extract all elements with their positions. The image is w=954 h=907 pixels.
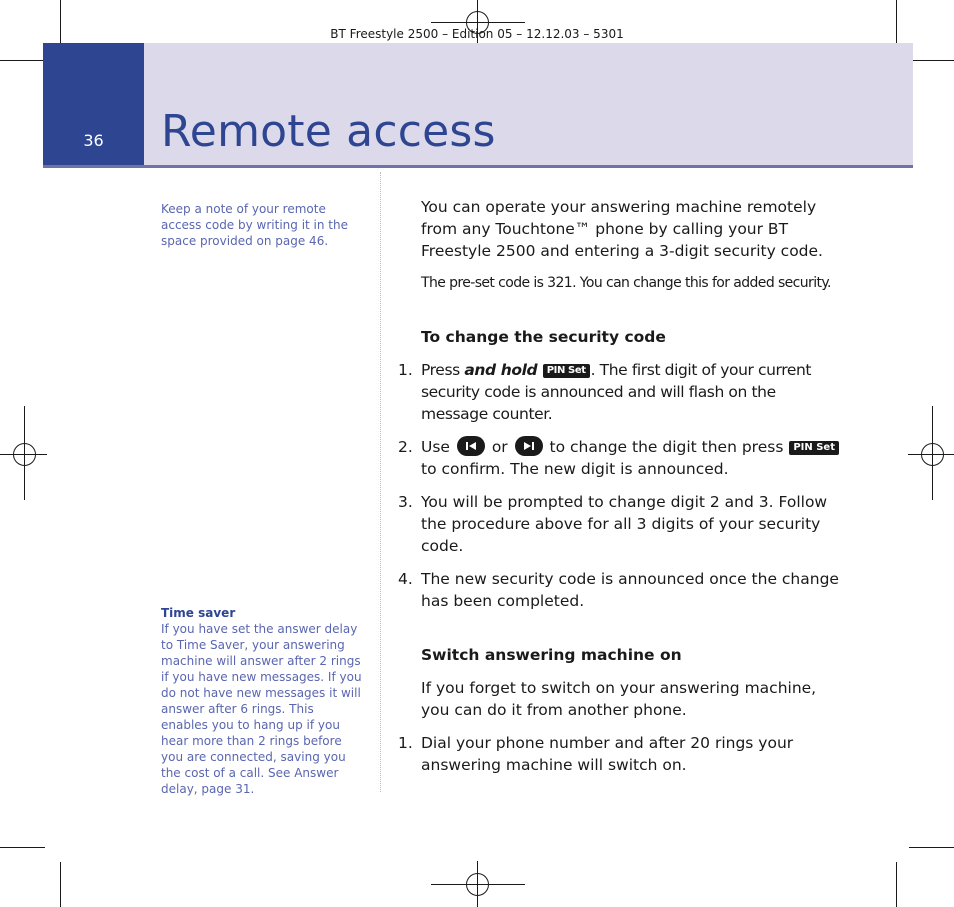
step-text: to change the digit then press: [544, 438, 789, 456]
skip-forward-icon: [515, 436, 543, 456]
step-number: 1.: [398, 361, 413, 379]
crop-mark: [0, 60, 45, 61]
step-text: You will be prompted to change digit 2 and 3. Follow the procedure above for all 3 digits of your security code.: [421, 493, 828, 555]
list-item: [398, 491, 841, 557]
list-item: [398, 436, 841, 480]
step-number: 2.: [398, 438, 413, 456]
step-text: Press: [421, 361, 465, 379]
step-text: . The first digit of your current security code is announced and will flash on the message counter.: [421, 361, 812, 423]
section-heading-switch-on: Switch answering machine on: [421, 646, 682, 664]
running-head: BT Freestyle 2500 – Edition 05 – 12.12.03 – 5301: [330, 27, 624, 41]
step-text: The new security code is announced once the change has been completed.: [421, 570, 839, 610]
time-saver-title: Time saver: [161, 606, 236, 620]
list-item: [398, 732, 841, 776]
list-item: [398, 568, 841, 612]
crop-mark: [909, 847, 954, 848]
list-item: [398, 359, 841, 425]
crop-mark: [0, 847, 45, 848]
crop-mark: [909, 60, 954, 61]
skip-back-icon: [457, 436, 485, 456]
header-rule: [43, 165, 913, 168]
intro-paragraph: You can operate your answering machine remotely from any Touchtone™ phone by calling your BT Freestyle 2500 and entering a 3-digit security code.: [421, 198, 823, 260]
step-text: to confirm. The new digit is announced.: [421, 460, 729, 478]
step-number: 3.: [398, 493, 413, 511]
step-text: or: [486, 438, 513, 456]
section-heading-change-code: To change the security code: [421, 328, 666, 346]
step-text: Dial your phone number and after 20 rings your answering machine will switch on.: [421, 734, 794, 774]
step-emphasis: and hold: [464, 361, 538, 379]
step-number: 1.: [398, 734, 413, 752]
crop-mark: [60, 862, 61, 907]
main-content: [398, 196, 841, 776]
sidebar-note-remote-code: Keep a note of your remote access code by writing it in the space provided on page 46.: [161, 202, 348, 248]
pin-set-key: PIN Set: [543, 364, 590, 378]
pin-set-key: PIN Set: [789, 441, 839, 455]
page-number: 36: [83, 131, 104, 150]
crop-mark: [896, 862, 897, 907]
switch-on-intro: If you forget to switch on your answering machine, you can do it from another phone.: [421, 679, 817, 719]
sidebar-note-time-saver: [161, 605, 363, 797]
preset-code-note: The pre-set code is 321. You can change this for added security.: [421, 275, 831, 291]
column-divider: [380, 172, 381, 792]
page-title: Remote access: [161, 106, 496, 157]
step-number: 4.: [398, 570, 413, 588]
step-text: Use: [421, 438, 455, 456]
time-saver-text: If you have set the answer delay to Time Saver, your answering machine will answer after 2 rings if you have new messages. If you do not have new messages it will answer after 6 rings. This enables you to hang up if you hear more than 2 rings before you are connected, saving you the cost of a call. See Answer delay, page 31.: [161, 622, 362, 796]
